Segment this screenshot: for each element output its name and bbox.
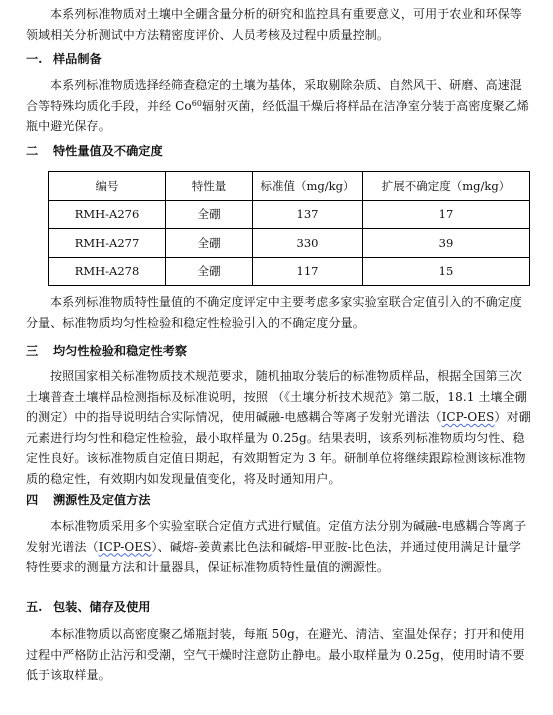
table-cell: 39 bbox=[363, 229, 530, 258]
section-4-text-b: ）、碱熔-姜黄素比色法和碱熔-甲亚胺-比色法，并通过使用满足计量学特性要求的测量方法和计量器具，保证标准物质特性量值的溯源性。 bbox=[26, 539, 521, 574]
table-cell: 全硼 bbox=[166, 229, 253, 258]
section-3-paragraph bbox=[26, 366, 532, 489]
table-cell: 全硼 bbox=[166, 200, 253, 229]
table-header-cell: 扩展不确定度（mg/kg） bbox=[363, 172, 530, 201]
property-values-table bbox=[48, 171, 530, 286]
section-2-paragraph: 本系列标准物质特性量值的不确定度评定中主要考虑多家实验室联合定值引入的不确定度分量、标准物质均匀性检验和稳定性检验引入的不确定度分量。 bbox=[26, 295, 522, 330]
icp-oes-abbreviation: ICP-OES bbox=[441, 410, 495, 424]
section-3-text-a: 按照国家相关标准物质技术规范要求，随机抽取分装后的标准物质样品，根据全国第三次土壤普查土壤样品检测指标及标准说明，按照 （《土壤分析技术规范》第二版，18.1 土壤全硼的测定）中的指导说明结合实际情况，使用碱融-电感耦合等离子发射光谱法（ bbox=[26, 369, 527, 424]
section-4-number: 四 bbox=[26, 493, 39, 507]
intro-paragraph: 本系列标准物质对土壤中全硼含量分析的研究和监控具有重要意义，可用于农业和环保等领域相关分析测试中方法精密度评价、人员考核及过程中质量控制。 bbox=[26, 7, 522, 42]
section-1-text-b: 辐射灭菌，经低温干燥后将样品在洁净室分装于高密度聚乙烯瓶中避光保存。 bbox=[26, 98, 529, 133]
section-1-title: 样品制备 bbox=[53, 52, 102, 66]
table-cell: RMH-A278 bbox=[49, 257, 166, 286]
table-header-cell: 特性量 bbox=[166, 172, 253, 201]
table-cell: RMH-A276 bbox=[49, 200, 166, 229]
section-2-heading bbox=[26, 143, 163, 159]
section-3-heading bbox=[26, 343, 187, 359]
section-1-text-a: 本系列标准物质选择经筛查稳定的土壤为基体，采取剔除杂质、自然风干、研磨、高速混合等特殊均质化手段，并经 Co bbox=[26, 78, 522, 113]
table-cell: 117 bbox=[253, 257, 363, 286]
section-4-paragraph bbox=[26, 516, 532, 578]
table-cell: 17 bbox=[363, 200, 530, 229]
table-cell: 全硼 bbox=[166, 257, 253, 286]
section-5-title: 包装、储存及使用 bbox=[53, 600, 151, 614]
section-5-heading bbox=[26, 599, 151, 615]
section-5-number: 五. bbox=[26, 600, 43, 614]
table-header-cell: 编号 bbox=[49, 172, 166, 201]
section-1-superscript: 60 bbox=[191, 98, 203, 108]
table-cell: RMH-A277 bbox=[49, 229, 166, 258]
section-4-heading bbox=[26, 492, 151, 508]
icp-oes-abbreviation: ICP-OES bbox=[98, 539, 152, 554]
section-3-number: 三 bbox=[26, 344, 39, 358]
table-row bbox=[49, 257, 530, 286]
section-2-title: 特性量值及不确定度 bbox=[53, 144, 163, 158]
section-1-paragraph bbox=[26, 75, 532, 137]
table-header-cell: 标准值（mg/kg） bbox=[253, 172, 363, 201]
section-3-title: 均匀性检验和稳定性考察 bbox=[53, 344, 188, 358]
table-cell: 330 bbox=[253, 229, 363, 258]
section-1-number: 一. bbox=[26, 52, 43, 66]
section-5-paragraph: 本标准物质以高密度聚乙烯瓶封装，每瓶 50g，在避光、清洁、室温处保存；打开和使用过程中严格防止沾污和受潮，空气干燥时注意防止静电。最小取样量为 0.25g，使用时请不要低于该取样量。 bbox=[26, 627, 525, 682]
section-4-text-a: 本标准物质采用多个实验室联合定值方式进行赋值。定值方法分别为碱融-电感耦合等离子发射光谱法（ bbox=[26, 519, 527, 554]
section-3-text-b: ）对硼元素进行均匀性和稳定性检验，最小取样量为 0.25g。结果表明，该系列标准物质均匀性、稳定性良好。该标准物质自定值日期起，有效期暂定为 3 年。研制单位将继续跟踪检测该标准物质的稳定性，有效期内如发现量值变化，将及时通知用户。 bbox=[26, 410, 531, 486]
section-1-heading bbox=[26, 51, 102, 67]
table-header-row bbox=[49, 172, 530, 201]
table-cell: 137 bbox=[253, 200, 363, 229]
table-cell: 15 bbox=[363, 257, 530, 286]
table-row bbox=[49, 200, 530, 229]
section-2-number: 二 bbox=[26, 144, 39, 158]
table-row bbox=[49, 229, 530, 258]
section-4-title: 溯源性及定值方法 bbox=[53, 493, 151, 507]
